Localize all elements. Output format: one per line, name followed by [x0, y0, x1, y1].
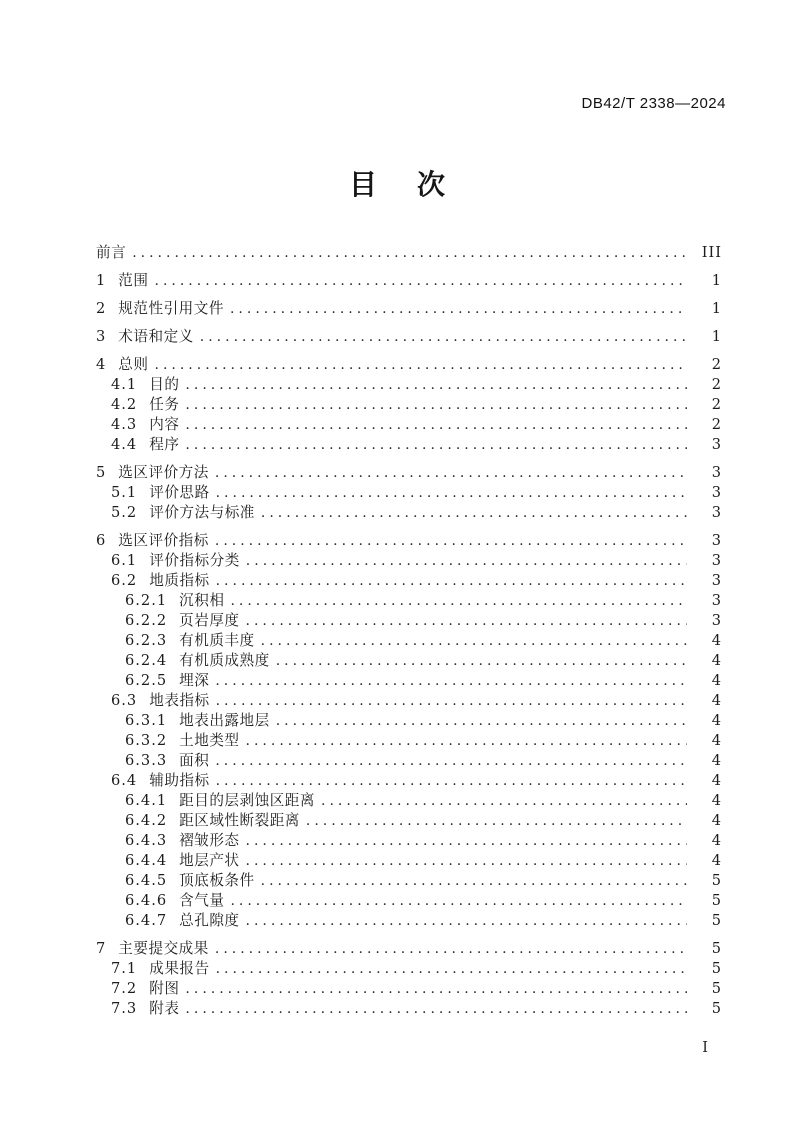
- toc-entry-label: 总孔隙度: [179, 912, 240, 929]
- toc-group: [96, 327, 722, 347]
- toc-entry-page: 5: [711, 912, 722, 929]
- toc-entry-number: 6.4: [111, 772, 138, 789]
- toc-entry-number: 5: [96, 464, 107, 481]
- toc-entry-label: 范围: [118, 272, 149, 289]
- toc-entry-page: 3: [711, 572, 722, 589]
- toc-entry-page: 1: [711, 300, 722, 317]
- toc-entry-label: 选区评价方法: [118, 464, 209, 481]
- toc-entry-page: 4: [711, 692, 722, 709]
- toc-dot-leader: [185, 999, 687, 1019]
- toc-entry-page: 1: [711, 272, 722, 289]
- toc-entry-number: 3: [96, 328, 107, 345]
- toc-entry-number: 6.2: [111, 572, 138, 589]
- toc-entry-number: 7: [96, 940, 107, 957]
- toc-dot-leader: [185, 375, 687, 395]
- toc-entry-number: 4.1: [111, 376, 138, 393]
- toc-dot-leader: [216, 959, 687, 979]
- toc-entry-page: 4: [711, 792, 722, 809]
- toc-entry-page: 3: [711, 464, 722, 481]
- toc-entry-page: 2: [711, 356, 722, 373]
- toc-dot-leader: [276, 711, 687, 731]
- toc-entry-page: 4: [711, 652, 722, 669]
- toc-dot-leader: [306, 811, 687, 831]
- toc-entry-page: 3: [711, 532, 722, 549]
- toc-entry-label: 距目的层剥蚀区距离: [179, 792, 315, 809]
- toc-entry-number: 6.3.3: [125, 752, 168, 769]
- toc-entry-page: 4: [711, 632, 722, 649]
- toc-entry: [96, 871, 722, 891]
- toc-dot-leader: [246, 731, 687, 751]
- toc-dot-leader: [261, 503, 687, 523]
- toc-entry-label: 埋深: [179, 672, 210, 689]
- toc-entry-label: 顶底板条件: [179, 872, 255, 889]
- toc-dot-leader: [215, 939, 687, 959]
- toc-dot-leader: [215, 531, 687, 551]
- toc-entry-label: 评价方法与标准: [149, 504, 255, 521]
- toc-group: [96, 271, 722, 291]
- toc-entry-page: 5: [711, 892, 722, 909]
- toc-entry-number: 6.2.5: [125, 672, 168, 689]
- toc-dot-leader: [321, 791, 687, 811]
- toc-entry-page: III: [701, 244, 722, 261]
- toc-entry: [96, 463, 722, 483]
- toc-dot-leader: [155, 355, 688, 375]
- toc-entry-page: 5: [711, 872, 722, 889]
- toc-entry-page: 2: [711, 376, 722, 393]
- toc-group: [96, 939, 722, 1019]
- toc-entry-page: 3: [711, 592, 722, 609]
- toc-entry-number: 6: [96, 532, 107, 549]
- toc-dot-leader: [216, 483, 687, 503]
- toc-entry-page: 3: [711, 504, 722, 521]
- toc-entry-label: 沉积相: [179, 592, 225, 609]
- toc-dot-leader: [246, 851, 687, 871]
- toc-entry-label: 主要提交成果: [118, 940, 209, 957]
- toc-dot-leader: [216, 771, 687, 791]
- toc-dot-leader: [215, 751, 687, 771]
- toc-group: [96, 531, 722, 931]
- toc-entry: [96, 771, 722, 791]
- toc-entry-page: 3: [711, 484, 722, 501]
- toc-entry-page: 4: [711, 712, 722, 729]
- toc-entry-page: 2: [711, 416, 722, 433]
- toc-entry-label: 总则: [118, 356, 149, 373]
- toc-entry-label: 任务: [149, 396, 180, 413]
- toc-entry: [96, 531, 722, 551]
- toc-entry-number: 2: [96, 300, 107, 317]
- toc-dot-leader: [230, 591, 687, 611]
- toc-entry-label: 含气量: [179, 892, 225, 909]
- toc-entry-number: 4.4: [111, 436, 138, 453]
- toc-group: [96, 243, 722, 263]
- toc-entry-label: 附表: [149, 1000, 180, 1017]
- toc-entry-label: 面积: [179, 752, 210, 769]
- toc-entry-label: 距区域性断裂距离: [179, 812, 300, 829]
- toc-entry-number: 6.4.4: [125, 852, 168, 869]
- toc-entry: [96, 355, 722, 375]
- toc-entry-page: 5: [711, 1000, 722, 1017]
- toc-entry-label: 评价指标分类: [149, 552, 240, 569]
- toc-entry-page: 4: [711, 732, 722, 749]
- toc-entry: [96, 395, 722, 415]
- toc-entry: [96, 435, 722, 455]
- toc-entry-label: 规范性引用文件: [118, 300, 224, 317]
- toc-entry-page: 3: [711, 612, 722, 629]
- toc-dot-leader: [230, 299, 687, 319]
- toc-entry-label: 辅助指标: [149, 772, 210, 789]
- toc-entry-label: 评价思路: [149, 484, 210, 501]
- toc-entry-number: 6.1: [111, 552, 138, 569]
- toc-entry: [96, 811, 722, 831]
- toc-entry-label: 成果报告: [149, 960, 210, 977]
- toc-dot-leader: [215, 463, 687, 483]
- toc-entry: [96, 791, 722, 811]
- toc-dot-leader: [185, 415, 687, 435]
- toc-entry-label: 地层产状: [179, 852, 240, 869]
- toc-entry-number: 6.4.5: [125, 872, 168, 889]
- toc-entry-number: 4: [96, 356, 107, 373]
- toc-entry: [96, 299, 722, 319]
- toc-entry-number: 5.2: [111, 504, 138, 521]
- toc-entry-label: 目的: [149, 376, 180, 393]
- toc-entry-label: 有机质成熟度: [179, 652, 270, 669]
- toc-entry-label: 地质指标: [149, 572, 210, 589]
- toc-dot-leader: [261, 871, 687, 891]
- footer-page-number: I: [702, 1040, 708, 1056]
- toc-entry-number: 7.1: [111, 960, 138, 977]
- toc-entry-page: 5: [711, 980, 722, 997]
- toc-dot-leader: [261, 631, 687, 651]
- toc-entry-page: 3: [711, 552, 722, 569]
- toc-entry: [96, 415, 722, 435]
- toc-entry: [96, 891, 722, 911]
- toc-entry: [96, 691, 722, 711]
- toc-entry-number: 7.3: [111, 1000, 138, 1017]
- toc-entry: [96, 851, 722, 871]
- page-title: 目 次: [348, 169, 451, 200]
- toc-entry-number: 6.2.3: [125, 632, 168, 649]
- toc-entry-page: 2: [711, 396, 722, 413]
- toc-group: [96, 463, 722, 523]
- toc-entry: [96, 999, 722, 1019]
- toc-entry: [96, 271, 722, 291]
- toc-dot-leader: [155, 271, 688, 291]
- toc-entry-number: 6.3.1: [125, 712, 168, 729]
- toc-entry-label: 术语和定义: [118, 328, 194, 345]
- toc-entry: [96, 939, 722, 959]
- toc-dot-leader: [215, 671, 687, 691]
- toc-group: [96, 355, 722, 455]
- toc-entry-page: 1: [711, 328, 722, 345]
- toc-dot-leader: [200, 327, 687, 347]
- toc-entry-page: 4: [711, 752, 722, 769]
- toc-entry-page: 4: [711, 852, 722, 869]
- toc-entry: [96, 611, 722, 631]
- toc-entry: [96, 631, 722, 651]
- toc-entry: [96, 959, 722, 979]
- toc-entry-label: 地表出露地层: [179, 712, 270, 729]
- toc-entry: [96, 503, 722, 523]
- toc-entry: [96, 327, 722, 347]
- toc-dot-leader: [246, 831, 687, 851]
- toc-entry-number: 1: [96, 272, 107, 289]
- toc-dot-leader: [246, 551, 687, 571]
- toc-entry-page: 5: [711, 940, 722, 957]
- toc-dot-leader: [246, 911, 687, 931]
- toc-entry-label: 内容: [149, 416, 180, 433]
- toc-entry-number: 6.3: [111, 692, 138, 709]
- toc-entry-label: 页岩厚度: [179, 612, 240, 629]
- toc-entry: [96, 671, 722, 691]
- toc-dot-leader: [246, 611, 687, 631]
- toc-dot-leader: [216, 691, 687, 711]
- toc-entry: [96, 551, 722, 571]
- toc-entry-label: 选区评价指标: [118, 532, 209, 549]
- toc-entry-label: 前言: [96, 244, 127, 261]
- toc-entry-page: 3: [711, 436, 722, 453]
- toc-entry-label: 程序: [149, 436, 180, 453]
- toc-entry: [96, 243, 722, 263]
- toc-entry-number: 4.2: [111, 396, 138, 413]
- toc-entry-page: 4: [711, 832, 722, 849]
- toc-entry: [96, 831, 722, 851]
- toc-entry: [96, 571, 722, 591]
- toc-entry: [96, 483, 722, 503]
- toc-entry-page: 5: [711, 960, 722, 977]
- toc-entry-label: 地表指标: [149, 692, 210, 709]
- toc-dot-leader: [132, 243, 687, 263]
- toc-entry: [96, 651, 722, 671]
- toc-entry-number: 7.2: [111, 980, 138, 997]
- toc-entry: [96, 591, 722, 611]
- toc-group: [96, 299, 722, 319]
- toc-entry-page: 4: [711, 812, 722, 829]
- toc-entry: [96, 711, 722, 731]
- toc-entry-number: 6.4.3: [125, 832, 168, 849]
- toc-entry-number: 6.4.1: [125, 792, 168, 809]
- toc-entry: [96, 911, 722, 931]
- toc-dot-leader: [185, 435, 687, 455]
- toc-entry-number: 6.2.4: [125, 652, 168, 669]
- toc-entry-page: 4: [711, 772, 722, 789]
- toc-entry-label: 褶皱形态: [179, 832, 240, 849]
- toc-entry-number: 6.2.1: [125, 592, 168, 609]
- toc-entry: [96, 375, 722, 395]
- toc-entry-number: 5.1: [111, 484, 138, 501]
- toc-entry-number: 4.3: [111, 416, 138, 433]
- toc-dot-leader: [276, 651, 687, 671]
- toc-entry-label: 附图: [149, 980, 180, 997]
- toc-entry-label: 有机质丰度: [179, 632, 255, 649]
- toc-dot-leader: [185, 395, 687, 415]
- toc-entry-number: 6.3.2: [125, 732, 168, 749]
- table-of-contents: [96, 243, 722, 1027]
- toc-entry-number: 6.2.2: [125, 612, 168, 629]
- toc-entry: [96, 731, 722, 751]
- toc-entry-page: 4: [711, 672, 722, 689]
- toc-entry-number: 6.4.2: [125, 812, 168, 829]
- toc-entry-number: 6.4.7: [125, 912, 168, 929]
- toc-entry-label: 土地类型: [179, 732, 240, 749]
- toc-dot-leader: [185, 979, 687, 999]
- toc-dot-leader: [230, 891, 687, 911]
- toc-dot-leader: [216, 571, 687, 591]
- standard-number: DB42/T 2338—2024: [581, 95, 726, 112]
- toc-entry-number: 6.4.6: [125, 892, 168, 909]
- toc-entry: [96, 979, 722, 999]
- toc-entry: [96, 751, 722, 771]
